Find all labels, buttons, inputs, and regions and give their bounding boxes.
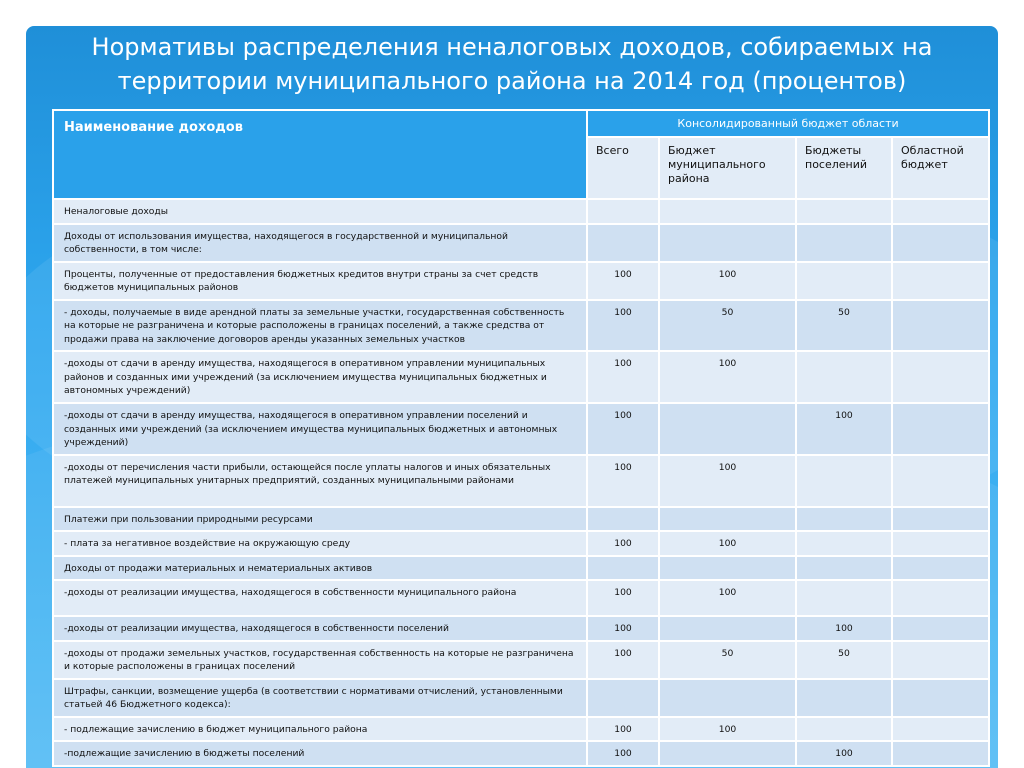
table-row [53,641,989,679]
percent-cell-regional [892,556,989,581]
percent-cell-total [587,199,659,224]
slide-title: Нормативы распределения неналоговых доходов, собираемых на территории муниципального района на 2014 год (процентов) [91,33,933,95]
percent-cell-municipal [659,741,796,766]
revenue-distribution-table [52,109,990,767]
header-income-name: Наименование доходов [53,110,587,199]
income-name-cell: -доходы от реализации имущества, находящегося в собственности муниципального района [53,580,587,616]
percent-cell-total: 100 [587,580,659,616]
table-row [53,531,989,556]
percent-cell-settlements: 100 [796,403,892,455]
percent-cell-municipal: 50 [659,300,796,352]
header-settlement-budgets: Бюджеты поселений [796,137,892,199]
percent-cell-settlements [796,507,892,532]
percent-cell-settlements [796,580,892,616]
percent-cell-total: 100 [587,403,659,455]
income-name-cell: Доходы от использования имущества, находящегося в государственной и муниципальной собственности, в том числе: [53,224,587,262]
income-name-cell: - плата за негативное воздействие на окружающую среду [53,531,587,556]
percent-cell-total: 100 [587,641,659,679]
income-name-cell: -доходы от продажи земельных участков, государственная собственность на которые не разграничена и которые расположены в границах поселений [53,641,587,679]
percent-cell-total [587,679,659,717]
percent-cell-municipal [659,679,796,717]
table-row [53,616,989,641]
percent-cell-settlements: 50 [796,641,892,679]
percent-cell-municipal: 100 [659,580,796,616]
percent-cell-settlements: 100 [796,741,892,766]
table-row [53,580,989,616]
percent-cell-settlements [796,199,892,224]
header-regional-budget: Областной бюджет [892,137,989,199]
percent-cell-settlements [796,717,892,742]
percent-cell-regional [892,455,989,507]
table-row [53,717,989,742]
percent-cell-regional [892,641,989,679]
table-row [53,741,989,766]
percent-cell-municipal [659,616,796,641]
income-name-cell: -подлежащие зачислению в бюджеты поселений [53,741,587,766]
percent-cell-regional [892,351,989,403]
percent-cell-total [587,507,659,532]
percent-cell-municipal [659,556,796,581]
table-row [53,351,989,403]
percent-cell-total [587,556,659,581]
percent-cell-regional [892,199,989,224]
percent-cell-regional [892,262,989,300]
percent-cell-regional [892,741,989,766]
header-total: Всего [587,137,659,199]
income-name-cell: Неналоговые доходы [53,199,587,224]
percent-cell-municipal: 100 [659,262,796,300]
table-row [53,679,989,717]
percent-cell-settlements [796,351,892,403]
income-name-cell: - доходы, получаемые в виде арендной платы за земельные участки, государственная собственность на которые не разграничена и которые расположены в границах поселений, а также средства от продажи права на заключение договоров аренды указанных земельных участков [53,300,587,352]
percent-cell-regional [892,300,989,352]
percent-cell-settlements [796,224,892,262]
percent-cell-municipal: 100 [659,351,796,403]
table-body [53,199,989,766]
percent-cell-settlements: 50 [796,300,892,352]
table-row [53,262,989,300]
percent-cell-settlements [796,679,892,717]
income-name-cell: Штрафы, санкции, возмещение ущерба (в соответствии с нормативами отчислений, установленными статьей 46 Бюджетного кодекса): [53,679,587,717]
percent-cell-municipal [659,224,796,262]
percent-cell-settlements [796,262,892,300]
percent-cell-regional [892,616,989,641]
income-name-cell: Платежи при пользовании природными ресурсами [53,507,587,532]
percent-cell-regional [892,224,989,262]
percent-cell-total: 100 [587,262,659,300]
percent-cell-settlements [796,455,892,507]
percent-cell-regional [892,717,989,742]
percent-cell-settlements [796,556,892,581]
income-name-cell: -доходы от сдачи в аренду имущества, находящегося в оперативном управлении поселений и созданных ими учреждений (за исключением имущества муниципальных бюджетных и автономных учреждений) [53,403,587,455]
percent-cell-regional [892,507,989,532]
table-row [53,507,989,532]
percent-cell-total: 100 [587,717,659,742]
table-row [53,199,989,224]
percent-cell-municipal: 100 [659,531,796,556]
percent-cell-total [587,224,659,262]
table-row [53,455,989,507]
percent-cell-regional [892,531,989,556]
table-row [53,556,989,581]
percent-cell-municipal [659,403,796,455]
income-name-cell: -доходы от реализации имущества, находящегося в собственности поселений [53,616,587,641]
percent-cell-municipal [659,507,796,532]
percent-cell-total: 100 [587,455,659,507]
percent-cell-total: 100 [587,351,659,403]
header-municipal-budget: Бюджет муниципального района [659,137,796,199]
table-row [53,224,989,262]
percent-cell-municipal [659,199,796,224]
percent-cell-municipal: 100 [659,717,796,742]
header-consolidated-budget: Консолидированный бюджет области [587,110,989,137]
percent-cell-municipal: 50 [659,641,796,679]
percent-cell-municipal: 100 [659,455,796,507]
income-name-cell: -доходы от сдачи в аренду имущества, находящегося в оперативном управлении муниципальных районов и созданных ими учреждений (за исключением имущества муниципальных бюджетных и автономных учреждений) [53,351,587,403]
percent-cell-settlements [796,531,892,556]
percent-cell-total: 100 [587,616,659,641]
income-name-cell: - подлежащие зачислению в бюджет муниципального района [53,717,587,742]
percent-cell-total: 100 [587,531,659,556]
percent-cell-total: 100 [587,300,659,352]
income-name-cell: Доходы от продажи материальных и нематериальных активов [53,556,587,581]
percent-cell-settlements: 100 [796,616,892,641]
table-row [53,300,989,352]
table-row [53,403,989,455]
income-name-cell: Проценты, полученные от предоставления бюджетных кредитов внутри страны за счет средств бюджетов муниципальных районов [53,262,587,300]
percent-cell-regional [892,580,989,616]
percent-cell-regional [892,403,989,455]
percent-cell-regional [892,679,989,717]
percent-cell-total: 100 [587,741,659,766]
income-name-cell: -доходы от перечисления части прибыли, остающейся после уплаты налогов и иных обязательных платежей муниципальных унитарных предприятий, созданных муниципальными районами [53,455,587,507]
